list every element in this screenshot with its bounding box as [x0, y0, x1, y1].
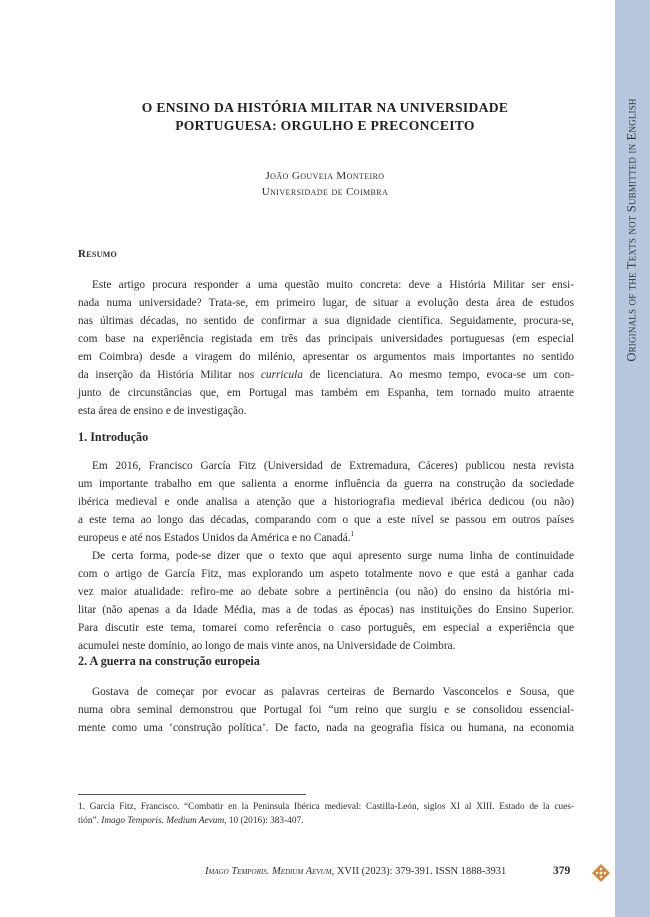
- text-line: Este artigo procura responder a uma questão muito concreta: deve a História Militar ser ensi-: [92, 279, 574, 291]
- section2-paragraph-1: [78, 683, 574, 737]
- intro-paragraph-2: [78, 547, 574, 655]
- abstract-paragraph: [78, 276, 574, 420]
- text-line: em Coimbra) desde a viragem do milénio, apresentar os argumentos mais importantes no sentido: [78, 351, 574, 363]
- text-line: Em 2016, Francisco García Fitz (Universidad de Extremadura, Cáceres) publicou nesta revista: [92, 460, 574, 472]
- text-line: [78, 366, 574, 384]
- intro-paragraph-1: [78, 457, 574, 547]
- title-line-1: O ENSINO DA HISTÓRIA MILITAR NA UNIVERSIDADE: [141, 100, 509, 115]
- text-line: De certa forma, pode-se dizer que o texto que aqui apresento surge numa linha de continuidade: [92, 550, 574, 562]
- text-fragment: de licenciatura. Ao mesmo tempo, evoca-se um con-: [309, 369, 574, 381]
- text-line: mente como uma ‘construção política’. De facto, nada na geografia física ou humana, na economia: [78, 722, 574, 734]
- text-line: Gostava de começar por evocar as palavras certeiras de Bernardo Vasconcelos e Sousa, que: [92, 686, 574, 698]
- author-name: João Gouveia Monteiro: [265, 170, 385, 182]
- footnote-1: [78, 801, 574, 828]
- text-line: esta área de ensino e de investigação.: [78, 405, 247, 417]
- text-line: com base na experiência registada em três das principais universidades portuguesas (em especial: [78, 333, 574, 345]
- text-line: nas últimas décadas, no sentido de confirmar a sua dignidade científica. Seguidamente, procura-se,: [78, 315, 574, 327]
- footer-journal: Imago Temporis. Medium Aevum: [205, 866, 332, 877]
- title-line-2: PORTUGUESA: ORGULHO E PRECONCEITO: [175, 118, 475, 133]
- text-line: a este tema ao longo das décadas, comparando com o que a este nível se passou em outros países: [78, 514, 574, 526]
- text-line: [78, 529, 574, 547]
- text-line: acumulei neste domínio, ao longo de mais vinte anos, na Universidade de Coimbra.: [78, 640, 456, 652]
- text-fragment: da inserção da História Militar nos: [78, 369, 255, 381]
- text-line: vez maior atualidade: refiro-me ao debate sobre a pertinência (ou não) do ensino da história mi-: [78, 586, 574, 598]
- footer-details: , XVII (2023): 379-391. ISSN 1888-3931: [331, 866, 507, 877]
- text-line: litar (não apenas a da Idade Média, mas a de todas as épocas) nas instituições do Ensino Superior.: [78, 604, 574, 616]
- author-affiliation: Universidade de Coimbra: [261, 186, 389, 198]
- italic-term: curricula: [260, 369, 303, 381]
- text-line: um importante trabalho em que salienta a enorme influência da guerra na construção da sociedade: [78, 478, 574, 490]
- text-fragment: europeus e até nos Estados Unidos da América e no Canadá.: [78, 532, 351, 544]
- page-footer: [205, 866, 506, 877]
- footnote-line: 1. García Fitz, Francisco. “Combatir en la Península Ibérica medieval: Castilla-León, siglos XI al XIII. Estado de la cues-: [78, 802, 574, 812]
- section-heading-european-construction: 2. A guerra na construção europeia: [78, 654, 260, 668]
- article-title: [60, 99, 590, 135]
- text-line: com o artigo de García Fitz, mas explorando um aspeto totalmente novo e que está a ganhar cada: [78, 568, 574, 580]
- text-line: junto de circunstâncias que, em Portugal mas também em Espanha, tem tornado muito atraente: [78, 387, 574, 399]
- footnote-line: [78, 815, 574, 829]
- text-line: ibérica medieval e onde analisa a atenção que a historiografia medieval ibérica dedicou (ou não): [78, 496, 574, 508]
- footnote-reference[interactable]: 1: [350, 530, 355, 539]
- author-block: [60, 168, 590, 200]
- abstract-heading: Resumo: [78, 248, 118, 260]
- text-line: Para discutir este tema, tomarei como referência o caso português, em especial a experiência que: [78, 622, 574, 634]
- ornament-icon: [592, 864, 610, 882]
- footnote-rule: [78, 794, 306, 795]
- page-number: 379: [553, 865, 571, 877]
- side-section-label: Originals of the Texts not Submitted in English: [624, 98, 639, 362]
- text-fragment: tión”.: [78, 815, 99, 826]
- text-fragment: , 10 (2016): 383-407.: [224, 815, 304, 826]
- text-line: nada numa universidade? Trata-se, em primeiro lugar, de situar a evolução desta área de estudos: [78, 297, 574, 309]
- footnote-journal: Imago Temporis. Medium Aevum: [101, 815, 225, 826]
- section-heading-introduction: 1. Introdução: [78, 430, 149, 444]
- text-line: numa obra seminal demonstrou que Portugal foi “um reino que surgiu e se consolidou essencial-: [78, 704, 574, 716]
